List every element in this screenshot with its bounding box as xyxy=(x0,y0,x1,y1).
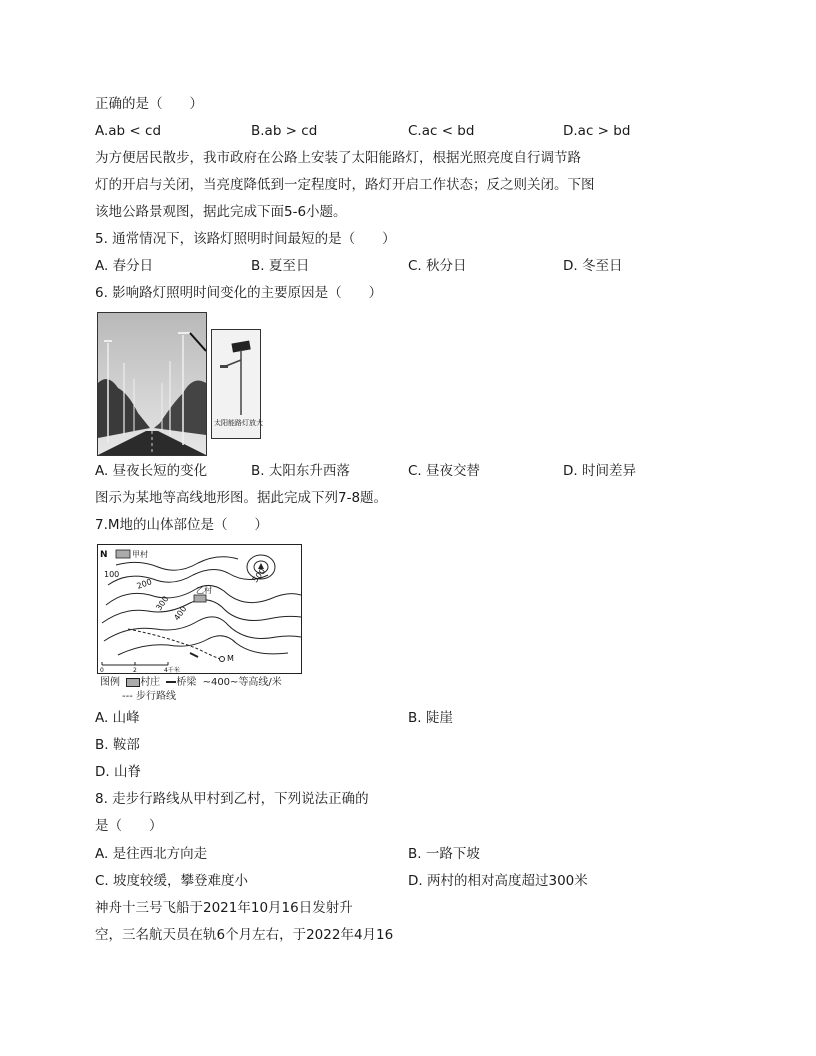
question-5: 5. 通常情况下，该路灯照明时间最短的是（ ） xyxy=(95,231,396,247)
contour-500-label: 500 xyxy=(250,566,268,585)
road-scene-image xyxy=(98,313,206,455)
passage-shenzhou-1: 神舟十三号飞船于2021年10月16日发射升 xyxy=(95,900,353,916)
passage-line-1: 为方便居民散步，我市政府在公路上安装了太阳能路灯，根据光照亮度自行调节路 xyxy=(95,150,581,166)
contour-200-label: 200 xyxy=(135,577,154,591)
q6-option-d: D. 时间差异 xyxy=(563,463,636,479)
q8-option-c: C. 坡度较缓，攀登难度小 xyxy=(95,873,249,889)
q6-option-b: B. 太阳东升西落 xyxy=(251,463,350,479)
passage-line-3: 该地公路景观图，据此完成下面5-6小题。 xyxy=(95,204,347,220)
legend-contour-label: 等高线/米 xyxy=(238,677,282,688)
map-legend xyxy=(100,673,282,688)
q5-option-a: A. 春分日 xyxy=(95,258,154,274)
q4-option-b: B.ab > cd xyxy=(251,123,318,139)
road-photo xyxy=(97,312,207,456)
q6-option-a: A. 昼夜长短的变化 xyxy=(95,463,208,479)
contour-map xyxy=(97,544,302,674)
legend-bridge-swatch xyxy=(166,681,176,683)
q5-option-b: B. 夏至日 xyxy=(251,258,310,274)
q4-option-a: A.ab < cd xyxy=(95,123,162,139)
question-7: 7.M地的山体部位是（ ） xyxy=(95,517,269,533)
passage-shenzhou-2: 空，三名航天员在轨6个月左右，于2022年4月16 xyxy=(95,927,394,943)
question-8-line-2: 是（ ） xyxy=(95,818,163,834)
village-yi-label: 乙村 xyxy=(196,586,212,595)
q8-option-a: A. 是往西北方向走 xyxy=(95,846,208,862)
legend-village-label: 村庄 xyxy=(140,677,161,688)
q7-option-c: B. 鞍部 xyxy=(95,737,140,753)
legend-path-label: 步行路线 xyxy=(136,691,177,702)
scale-0-label: 0 xyxy=(100,667,104,673)
question-8-line-1: 8. 走步行路线从甲村到乙村，下列说法正确的 xyxy=(95,791,369,807)
q8-option-d: D. 两村的相对高度超过300米 xyxy=(408,873,588,889)
q8-option-b: B. 一路下坡 xyxy=(408,846,480,862)
map-legend-path xyxy=(122,687,176,702)
village-jia-label: 甲村 xyxy=(132,550,148,559)
q5-option-d: D. 冬至日 xyxy=(563,258,623,274)
contour-400-label: 400 xyxy=(172,604,189,623)
q4-option-c: C.ac < bd xyxy=(408,123,475,139)
q7-option-a: A. 山峰 xyxy=(95,710,140,726)
q4-option-d: D.ac > bd xyxy=(563,123,631,139)
q6-option-c: C. 昼夜交替 xyxy=(408,463,481,479)
legend-title: 图例 xyxy=(100,677,120,688)
q5-option-c: C. 秋分日 xyxy=(408,258,467,274)
question-4-stem-end: 正确的是（ ） xyxy=(95,96,203,112)
legend-bridge-label: 桥梁 xyxy=(176,677,197,688)
legend-village-swatch xyxy=(126,678,140,687)
contour-100-label: 100 xyxy=(104,570,120,579)
scale-4-label: 4千米 xyxy=(164,667,180,673)
photo-caption: 太阳能路灯放大 xyxy=(214,419,263,427)
q7-option-d: D. 山脊 xyxy=(95,764,141,780)
legend-path-swatch: --- xyxy=(122,691,137,702)
passage-contour: 图示为某地等高线地形图。据此完成下列7-8题。 xyxy=(95,490,388,506)
north-label: N xyxy=(100,550,108,560)
legend-contour-tilde: ~ xyxy=(230,677,239,688)
q7-option-b: B. 陡崖 xyxy=(408,710,453,726)
question-6: 6. 影响路灯照明时间变化的主要原因是（ ） xyxy=(95,285,383,301)
scale-2-label: 2 xyxy=(133,667,137,673)
point-m-label: M xyxy=(227,654,234,663)
contour-300-label: 300 xyxy=(154,594,171,613)
legend-contour-value: 400 xyxy=(210,677,231,688)
contour-map-svg xyxy=(98,545,301,673)
legend-contour-swatch: ~ xyxy=(202,677,211,688)
passage-line-2: 灯的开启与关闭，当亮度降低到一定程度时，路灯开启工作状态；反之则关闭。下图 xyxy=(95,177,595,193)
